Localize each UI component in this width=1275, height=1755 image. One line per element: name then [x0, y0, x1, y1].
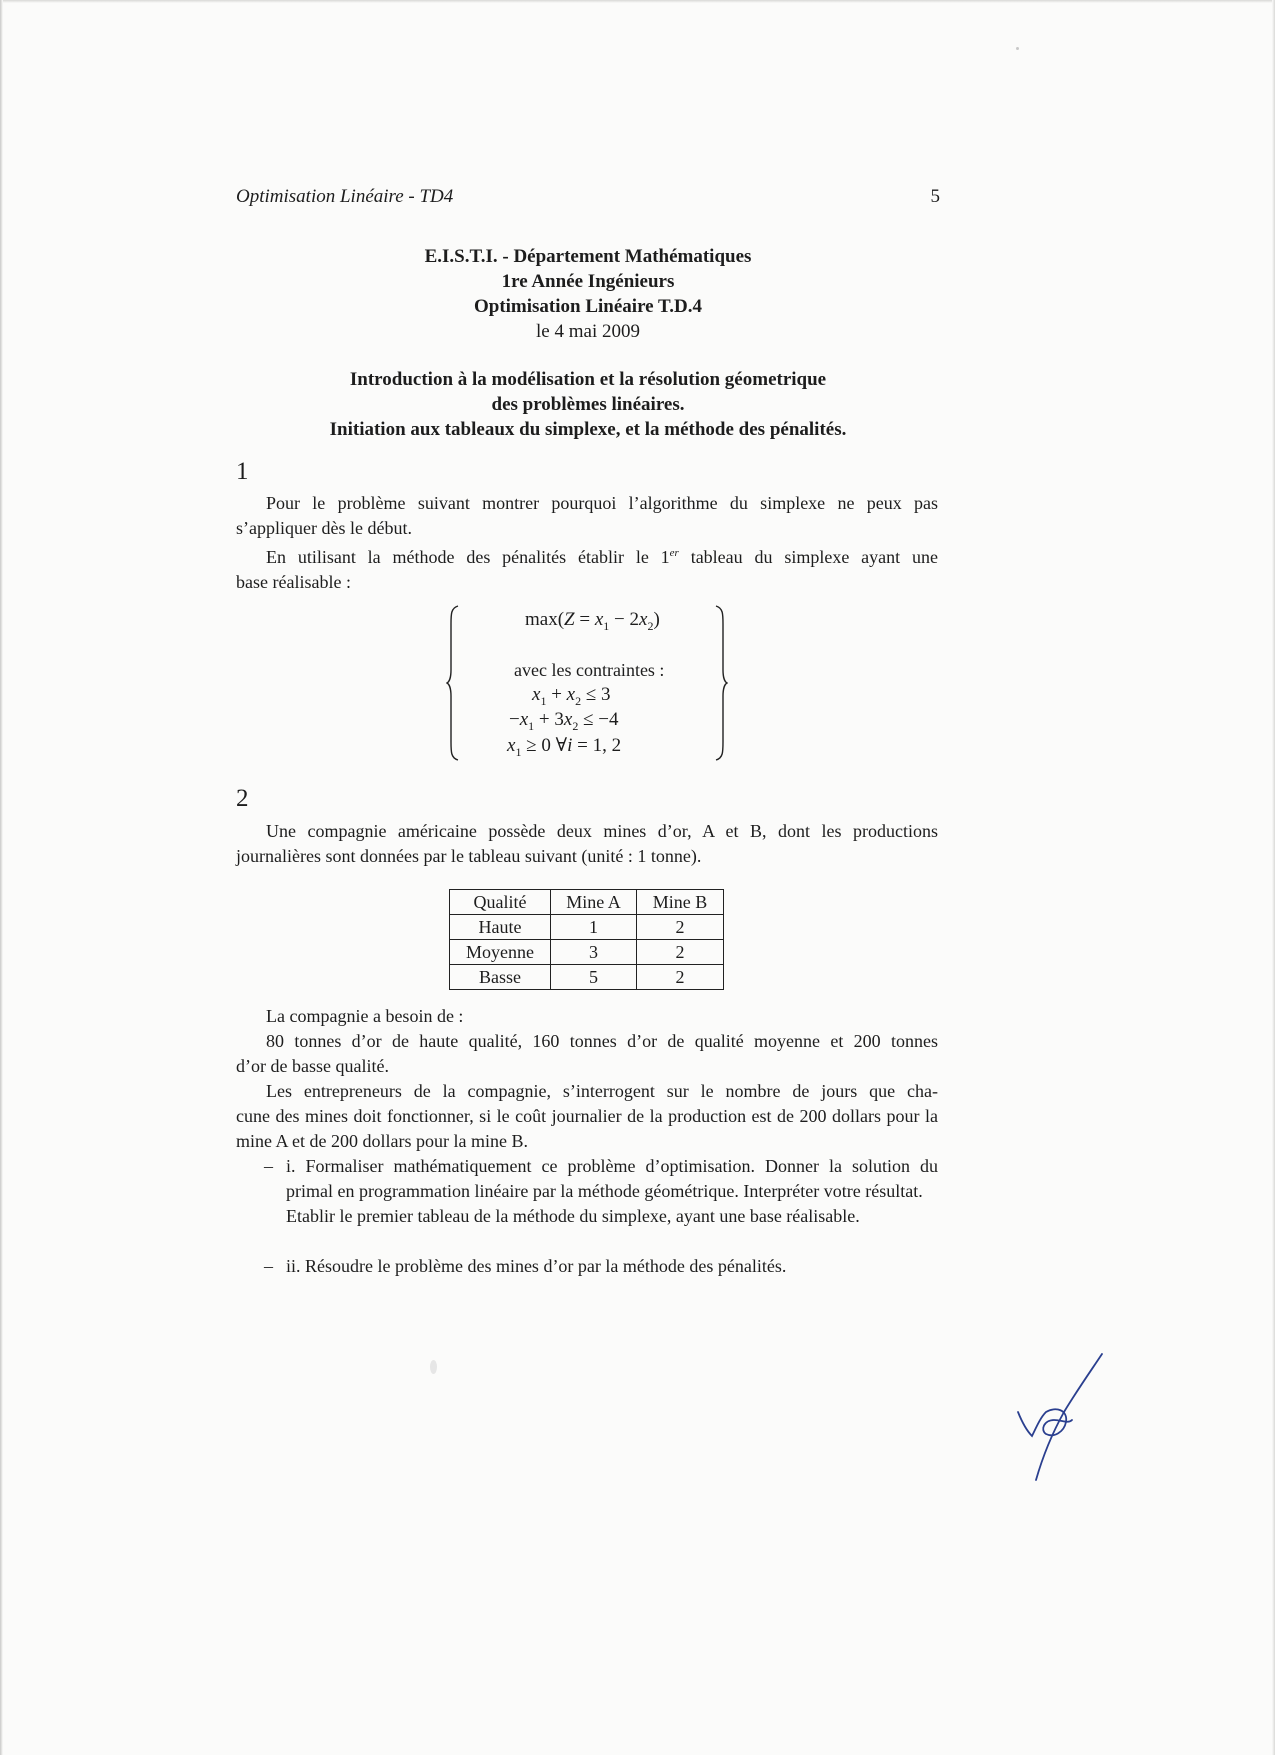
- table-row: [450, 965, 724, 990]
- objective-function: [525, 609, 660, 634]
- table-cell: 2: [637, 915, 724, 940]
- section-2-need-detail: [236, 1029, 938, 1079]
- item-text: i. Formaliser mathématiquement ce problème d’optimisation. Donner la solution du primal en programmation linéaire par la méthode géométrique. Interpréter votre résultat.: [286, 1156, 938, 1201]
- rhs: ≤ 3: [581, 684, 611, 705]
- paragraph-line: base réalisable :: [236, 572, 351, 592]
- paragraph-line: Pour le problème suivant montrer pourquoi l’algorithme du simplexe ne peux pas: [266, 493, 938, 513]
- var-x: x: [507, 735, 516, 756]
- institution-line: E.I.S.T.I. - Département Mathématiques: [424, 246, 752, 267]
- question-item-i: [264, 1154, 938, 1229]
- subscript: 1: [540, 693, 547, 708]
- nonnegativity: ≥ 0 ∀: [521, 735, 568, 756]
- paragraph-line: journalières sont données par le tableau suivant (unité : 1 tonne).: [236, 846, 702, 866]
- question-item-ii: [264, 1254, 938, 1279]
- subtitle-block: [236, 367, 940, 442]
- section-1-paragraph-2: [236, 541, 938, 595]
- subscript: 2: [575, 693, 582, 708]
- paragraph-line: s’appliquer dès le début.: [236, 518, 412, 538]
- paragraph-line: Les entrepreneurs de la compagnie, s’interrogent sur le nombre de jours que cha-: [266, 1081, 938, 1101]
- paragraph-line: d’or de basse qualité.: [236, 1056, 389, 1076]
- var-x: x: [566, 684, 576, 705]
- constraint-1: [532, 684, 611, 709]
- handwritten-mark: [1010, 1350, 1110, 1490]
- constraint-2: [509, 709, 618, 734]
- subtitle-line-2: des problèmes linéaires.: [491, 394, 685, 415]
- var-x: x: [563, 709, 573, 730]
- scan-speck: [1016, 47, 1019, 50]
- linear-program-system: [446, 604, 728, 762]
- coefficient: − 2: [609, 609, 639, 630]
- section-2-question: [236, 1079, 938, 1154]
- table-header-row: [450, 890, 724, 915]
- var-i: i: [567, 735, 573, 756]
- page-number: 5: [930, 186, 940, 207]
- paragraph-line: cune des mines doit fonctionner, si le coût journalier de la production est de 200 dollars pour la mine A et de 200 dollars pour la mine B.: [236, 1106, 938, 1151]
- section-1-number: 1: [236, 458, 249, 485]
- index-range: = 1, 2: [572, 735, 622, 756]
- item-dash: –: [264, 1156, 273, 1176]
- var-x: x: [519, 709, 529, 730]
- subscript: 1: [528, 718, 535, 733]
- course-line: Optimisation Linéaire T.D.4: [473, 296, 703, 317]
- paragraph-line: [236, 541, 938, 570]
- var-z: Z: [564, 609, 575, 630]
- table-row: [450, 915, 724, 940]
- item-dash: –: [264, 1256, 273, 1276]
- var-x: x: [594, 609, 604, 630]
- subtitle-line-3: Initiation aux tableaux du simplexe, et la méthode des pénalités.: [329, 419, 847, 440]
- table-header-cell: Mine B: [637, 890, 724, 915]
- table-header-cell: Qualité: [450, 890, 551, 915]
- subtitle-line-1: Introduction à la modélisation et la résolution géometrique: [349, 369, 827, 390]
- paragraph-text: En utilisant la méthode des pénalités établir le 1: [266, 547, 670, 567]
- item-extra: Etablir le premier tableau de la méthode du simplexe, ayant une base réalisable.: [286, 1206, 860, 1226]
- close-paren: ): [653, 609, 660, 630]
- table-cell: Haute: [450, 915, 551, 940]
- date-line: le 4 mai 2009: [536, 321, 640, 342]
- subscript: 2: [572, 718, 579, 733]
- subscript: 2: [647, 618, 654, 633]
- year-line: 1re Année Ingénieurs: [501, 271, 675, 292]
- table-header-cell: Mine A: [551, 890, 637, 915]
- scan-edge-left: [0, 0, 3, 1755]
- title-block: [236, 244, 940, 344]
- scan-edge-top: [0, 0, 1275, 3]
- section-2-intro: [236, 819, 938, 869]
- section-2-need: [236, 1004, 938, 1029]
- section-2-number: 2: [236, 785, 249, 812]
- minus-sign: −: [509, 709, 520, 730]
- left-brace: [446, 604, 460, 762]
- paragraph-line: Une compagnie américaine possède deux mines d’or, A et B, dont les productions: [266, 821, 938, 841]
- superscript-er: er: [669, 547, 679, 559]
- table-cell: 2: [637, 965, 724, 990]
- table-cell: Moyenne: [450, 940, 551, 965]
- table-cell: Basse: [450, 965, 551, 990]
- production-table: [449, 889, 724, 990]
- running-header: [236, 186, 940, 208]
- paragraph-line: 80 tonnes d’or de haute qualité, 160 tonnes d’or de qualité moyenne et 200 tonnes: [266, 1031, 938, 1051]
- plus-sign: +: [546, 684, 567, 705]
- right-brace: [714, 604, 728, 762]
- constraint-3: [507, 734, 621, 760]
- equals-sign: =: [574, 609, 595, 630]
- item-text: ii. Résoudre le problème des mines d’or par la méthode des pénalités.: [286, 1256, 787, 1276]
- coefficient: + 3: [534, 709, 564, 730]
- section-1-paragraph-1: [236, 491, 938, 541]
- table-cell: 5: [551, 965, 637, 990]
- subscript: 1: [603, 618, 610, 633]
- table-cell: 1: [551, 915, 637, 940]
- var-x: x: [532, 684, 541, 705]
- table-row: [450, 940, 724, 965]
- constraints-label: avec les contraintes :: [514, 660, 665, 680]
- paragraph-line: La compagnie a besoin de :: [266, 1006, 464, 1026]
- paragraph-text: tableau du simplexe ayant une: [678, 547, 938, 567]
- table-cell: 3: [551, 940, 637, 965]
- max-op: max(: [525, 609, 565, 630]
- scan-speck: [430, 1360, 437, 1374]
- var-x: x: [639, 609, 648, 630]
- table-cell: 2: [637, 940, 724, 965]
- rhs: ≤ −4: [578, 709, 619, 730]
- running-title: Optimisation Linéaire - TD4: [236, 186, 454, 207]
- subscript: 1: [515, 744, 522, 759]
